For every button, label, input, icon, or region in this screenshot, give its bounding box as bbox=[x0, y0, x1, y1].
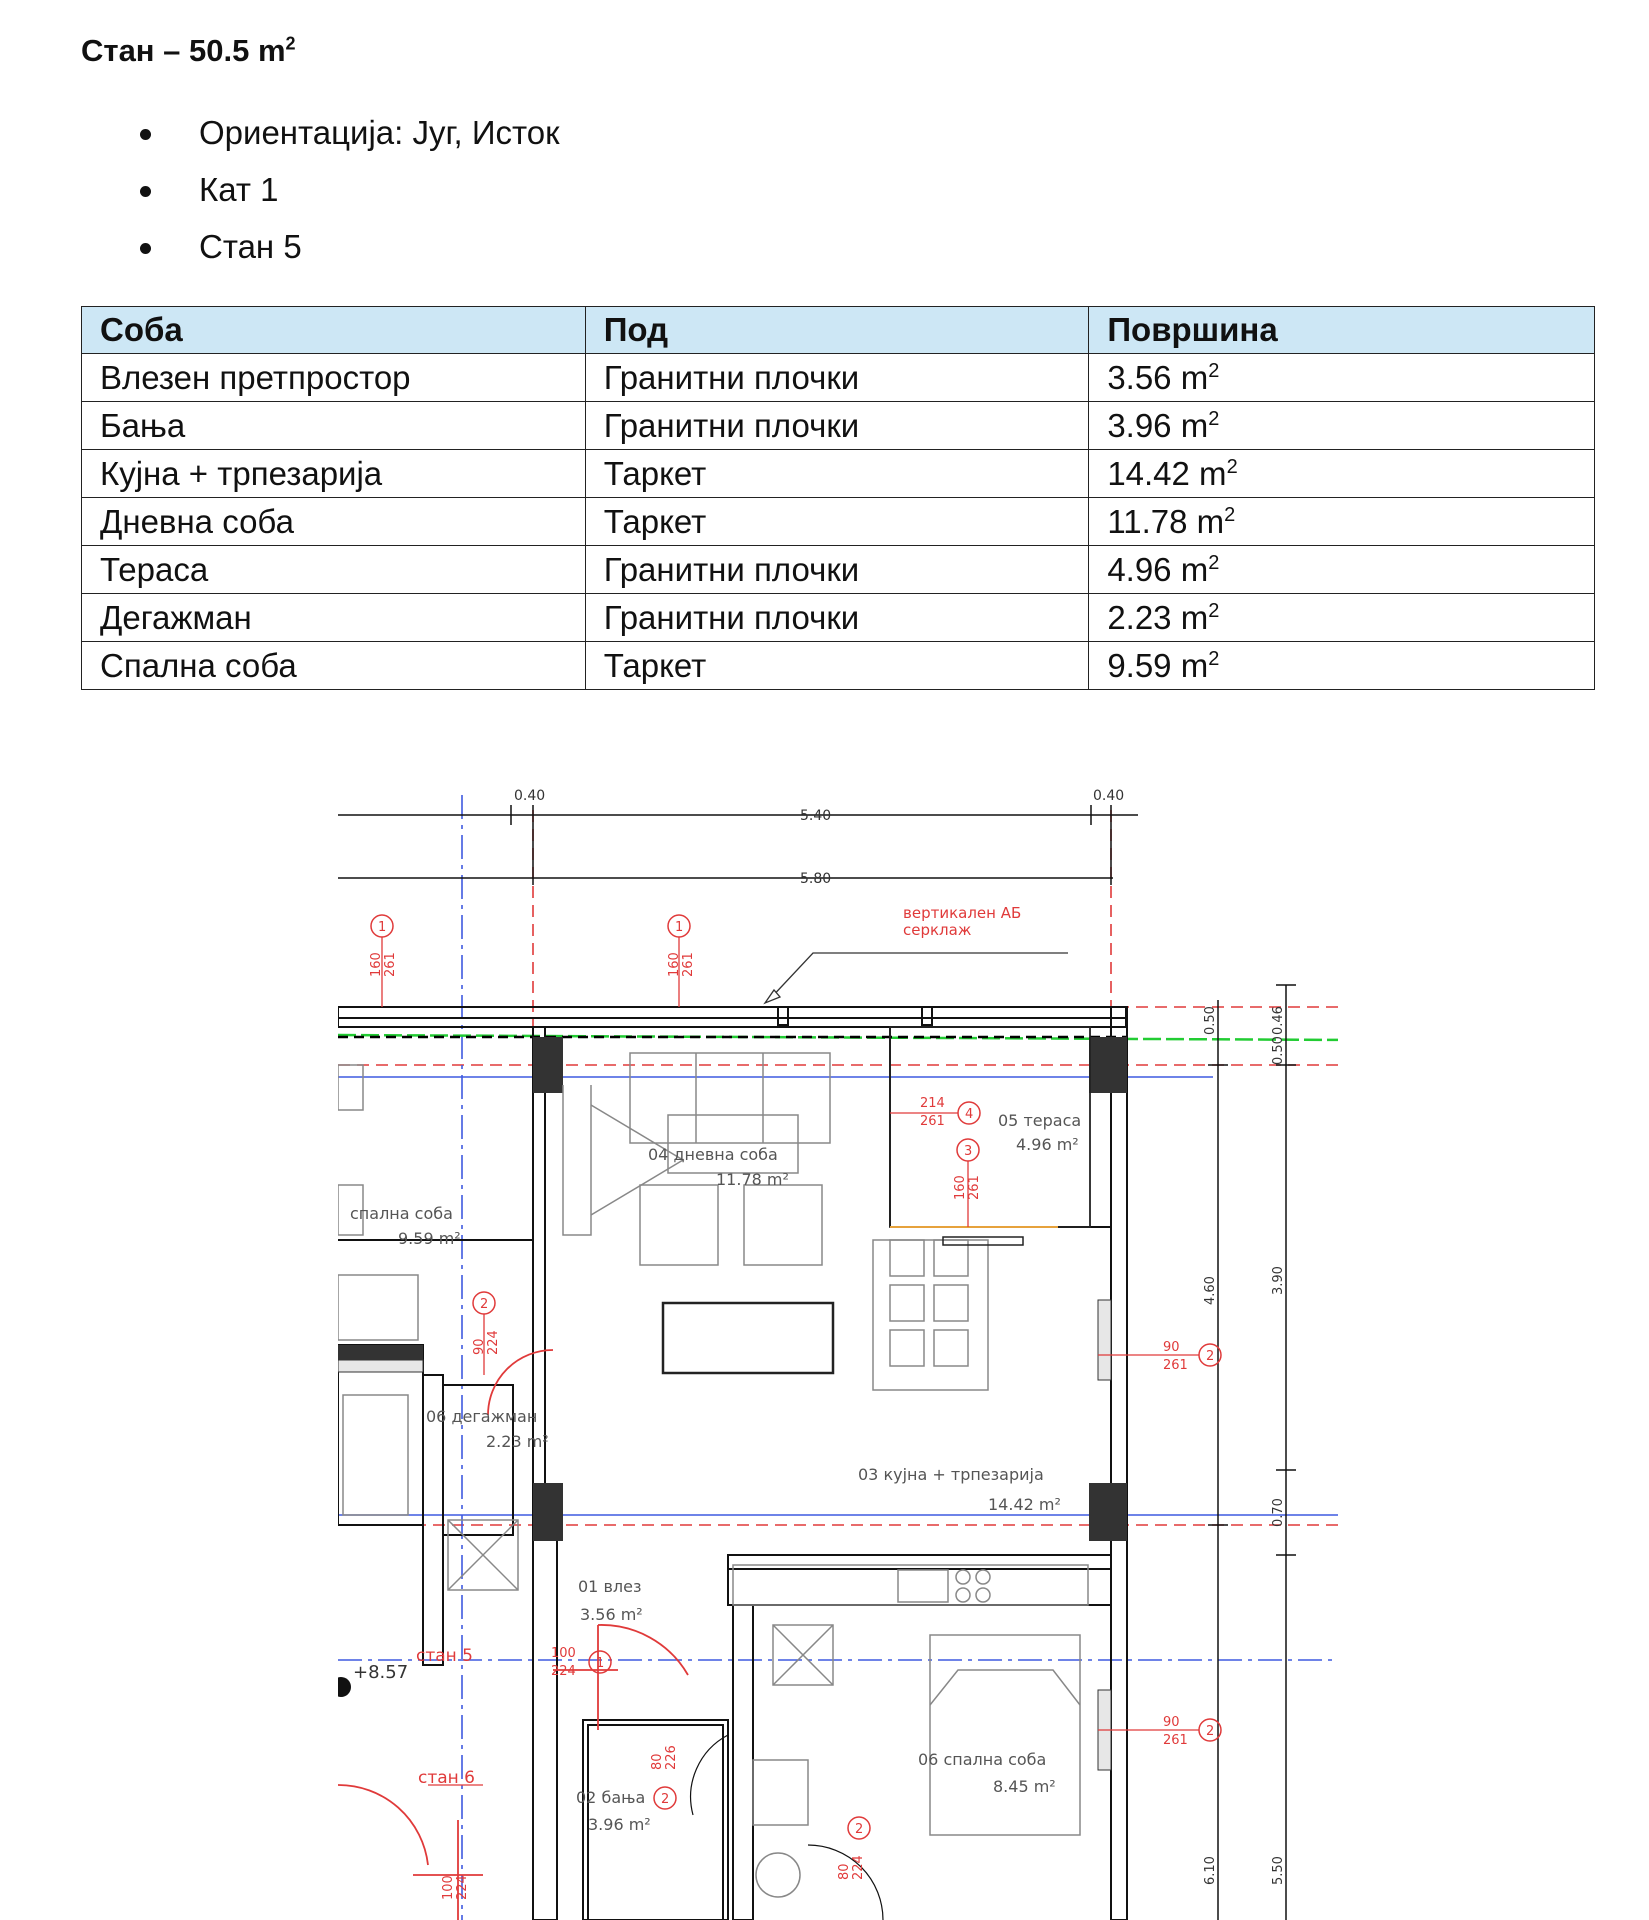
room-cell: Влезен претпростор bbox=[82, 354, 586, 402]
tag-door-low-b: 224 bbox=[455, 1875, 470, 1900]
dim-390: 3.90 bbox=[1271, 1266, 1286, 1295]
note-line-2: серклаж bbox=[903, 921, 972, 939]
label-hall: 06 дегажман bbox=[426, 1407, 538, 1426]
label-flat-6: стан 6 bbox=[418, 1768, 476, 1788]
room-cell: Бања bbox=[82, 402, 586, 450]
floor-cell: Гранитни плочки bbox=[585, 546, 1089, 594]
floor-cell: Таркет bbox=[585, 498, 1089, 546]
rooms-table bbox=[81, 306, 1595, 690]
column-header-area: Површина bbox=[1089, 307, 1595, 354]
tag-door-bath-num: 2 bbox=[661, 1792, 670, 1807]
table-row bbox=[82, 498, 1595, 546]
apartment-details bbox=[140, 112, 560, 283]
dim-460: 4.60 bbox=[1203, 1276, 1218, 1305]
area-cell: 9.59 $m^2$ bbox=[1089, 642, 1595, 690]
table-row bbox=[82, 546, 1595, 594]
table-header-row bbox=[82, 307, 1595, 354]
column-header-room: Соба bbox=[82, 307, 586, 354]
tag-w2b-b: 261 bbox=[1163, 1733, 1188, 1748]
label-flat-5: стан 5 bbox=[416, 1646, 474, 1666]
label-bedroom-left: спална соба bbox=[350, 1204, 453, 1223]
tag-door-hall-num: 2 bbox=[480, 1297, 489, 1312]
label-bedroom-left-area: 9.59 m² bbox=[398, 1229, 461, 1248]
dim-070: 0.70 bbox=[1271, 1498, 1286, 1527]
floor-plan bbox=[338, 775, 1338, 1920]
tag-w1a-a: 160 bbox=[369, 952, 384, 977]
note-line-1: вертикален АБ bbox=[903, 904, 1022, 922]
tag-w2b-num: 2 bbox=[1206, 1724, 1215, 1739]
label-living: 04 дневна соба bbox=[648, 1145, 778, 1164]
label-bedroom-area: 8.45 m² bbox=[993, 1777, 1056, 1796]
area-cell: 3.96 $m^2$ bbox=[1089, 402, 1595, 450]
tag-t4-num: 4 bbox=[965, 1107, 974, 1122]
column-header-floor: Под bbox=[585, 307, 1089, 354]
table-row bbox=[82, 354, 1595, 402]
floor-item: Кат 1 bbox=[140, 169, 560, 226]
dim-610: 6.10 bbox=[1203, 1856, 1218, 1885]
orientation-item: Ориентација: Југ, Исток bbox=[140, 112, 560, 169]
area-cell: 4.96 $m^2$ bbox=[1089, 546, 1595, 594]
tag-door-hall-a: 90 bbox=[472, 1338, 487, 1355]
tag-w1b-b: 261 bbox=[681, 952, 696, 977]
label-terrace: 05 тераса bbox=[998, 1111, 1082, 1130]
tag-t3-a: 160 bbox=[953, 1175, 968, 1200]
tag-w2a-a: 90 bbox=[1163, 1340, 1180, 1355]
tag-w2b-a: 90 bbox=[1163, 1715, 1180, 1730]
room-cell: Спална соба bbox=[82, 642, 586, 690]
page-title: Стан – 50.5 $m^2$ bbox=[81, 33, 296, 68]
dim-040-left: 0.40 bbox=[514, 788, 546, 804]
label-bedroom: 06 спална соба bbox=[918, 1750, 1047, 1769]
tag-door-entry-b: 224 bbox=[551, 1664, 576, 1679]
level-mark: +8.57 bbox=[353, 1662, 409, 1683]
room-cell: Кујна + трпезарија bbox=[82, 450, 586, 498]
label-bath: 02 бања bbox=[576, 1788, 646, 1807]
tag-w1b-num: 1 bbox=[675, 920, 684, 935]
tag-door-entry-num: 1 bbox=[596, 1656, 605, 1671]
tag-t4-b: 261 bbox=[920, 1114, 945, 1129]
apartment-number-item: Стан 5 bbox=[140, 226, 560, 283]
tag-w1a-b: 261 bbox=[383, 952, 398, 977]
tag-door-bed-num: 2 bbox=[855, 1822, 864, 1837]
tag-door-bath-b: 226 bbox=[664, 1745, 679, 1770]
label-entry: 01 влез bbox=[578, 1577, 642, 1596]
dim-540: 5.40 bbox=[800, 808, 832, 824]
tag-t3-num: 3 bbox=[964, 1144, 973, 1159]
tag-door-bed-b: 224 bbox=[851, 1855, 866, 1880]
tag-w2a-b: 261 bbox=[1163, 1358, 1188, 1373]
floor-cell: Таркет bbox=[585, 642, 1089, 690]
tag-w1a-num: 1 bbox=[378, 920, 387, 935]
room-cell: Дегажман bbox=[82, 594, 586, 642]
tag-door-hall-b: 224 bbox=[486, 1330, 501, 1355]
tag-t3-b: 261 bbox=[967, 1175, 982, 1200]
tag-door-bath-a: 80 bbox=[650, 1753, 665, 1770]
label-kitchen-area: 14.42 m² bbox=[988, 1495, 1061, 1514]
table-row bbox=[82, 450, 1595, 498]
table-row bbox=[82, 642, 1595, 690]
dim-550: 5.50 bbox=[1271, 1856, 1286, 1885]
table-row bbox=[82, 402, 1595, 450]
tag-door-entry-a: 100 bbox=[551, 1646, 576, 1661]
tag-door-bed-a: 80 bbox=[837, 1863, 852, 1880]
tag-w2a-num: 2 bbox=[1206, 1349, 1215, 1364]
floor-cell: Гранитни плочки bbox=[585, 354, 1089, 402]
dim-580: 5.80 bbox=[800, 871, 832, 887]
dim-050-a: 0.50 bbox=[1203, 1006, 1218, 1035]
label-bath-area: 3.96 m² bbox=[588, 1815, 651, 1834]
table-row bbox=[82, 594, 1595, 642]
room-cell: Дневна соба bbox=[82, 498, 586, 546]
room-cell: Тераса bbox=[82, 546, 586, 594]
area-cell: 14.42 $m^2$ bbox=[1089, 450, 1595, 498]
area-cell: 11.78 $m^2$ bbox=[1089, 498, 1595, 546]
tag-door-low-a: 100 bbox=[441, 1875, 456, 1900]
tag-w1b-a: 160 bbox=[667, 952, 682, 977]
floor-cell: Гранитни плочки bbox=[585, 594, 1089, 642]
dim-046: 0.46 bbox=[1271, 1006, 1286, 1035]
dim-040-right: 0.40 bbox=[1093, 788, 1125, 804]
label-entry-area: 3.56 m² bbox=[580, 1605, 643, 1624]
dim-050-b: 0.50 bbox=[1271, 1036, 1286, 1065]
tag-t4-a: 214 bbox=[920, 1096, 945, 1111]
floor-cell: Таркет bbox=[585, 450, 1089, 498]
label-living-area: 11.78 m² bbox=[716, 1170, 789, 1189]
area-cell: 2.23 $m^2$ bbox=[1089, 594, 1595, 642]
area-cell: 3.56 $m^2$ bbox=[1089, 354, 1595, 402]
floor-cell: Гранитни плочки bbox=[585, 402, 1089, 450]
label-kitchen: 03 кујна + трпезарија bbox=[858, 1465, 1044, 1484]
label-hall-area: 2.23 m² bbox=[486, 1432, 549, 1451]
label-terrace-area: 4.96 m² bbox=[1016, 1135, 1079, 1154]
